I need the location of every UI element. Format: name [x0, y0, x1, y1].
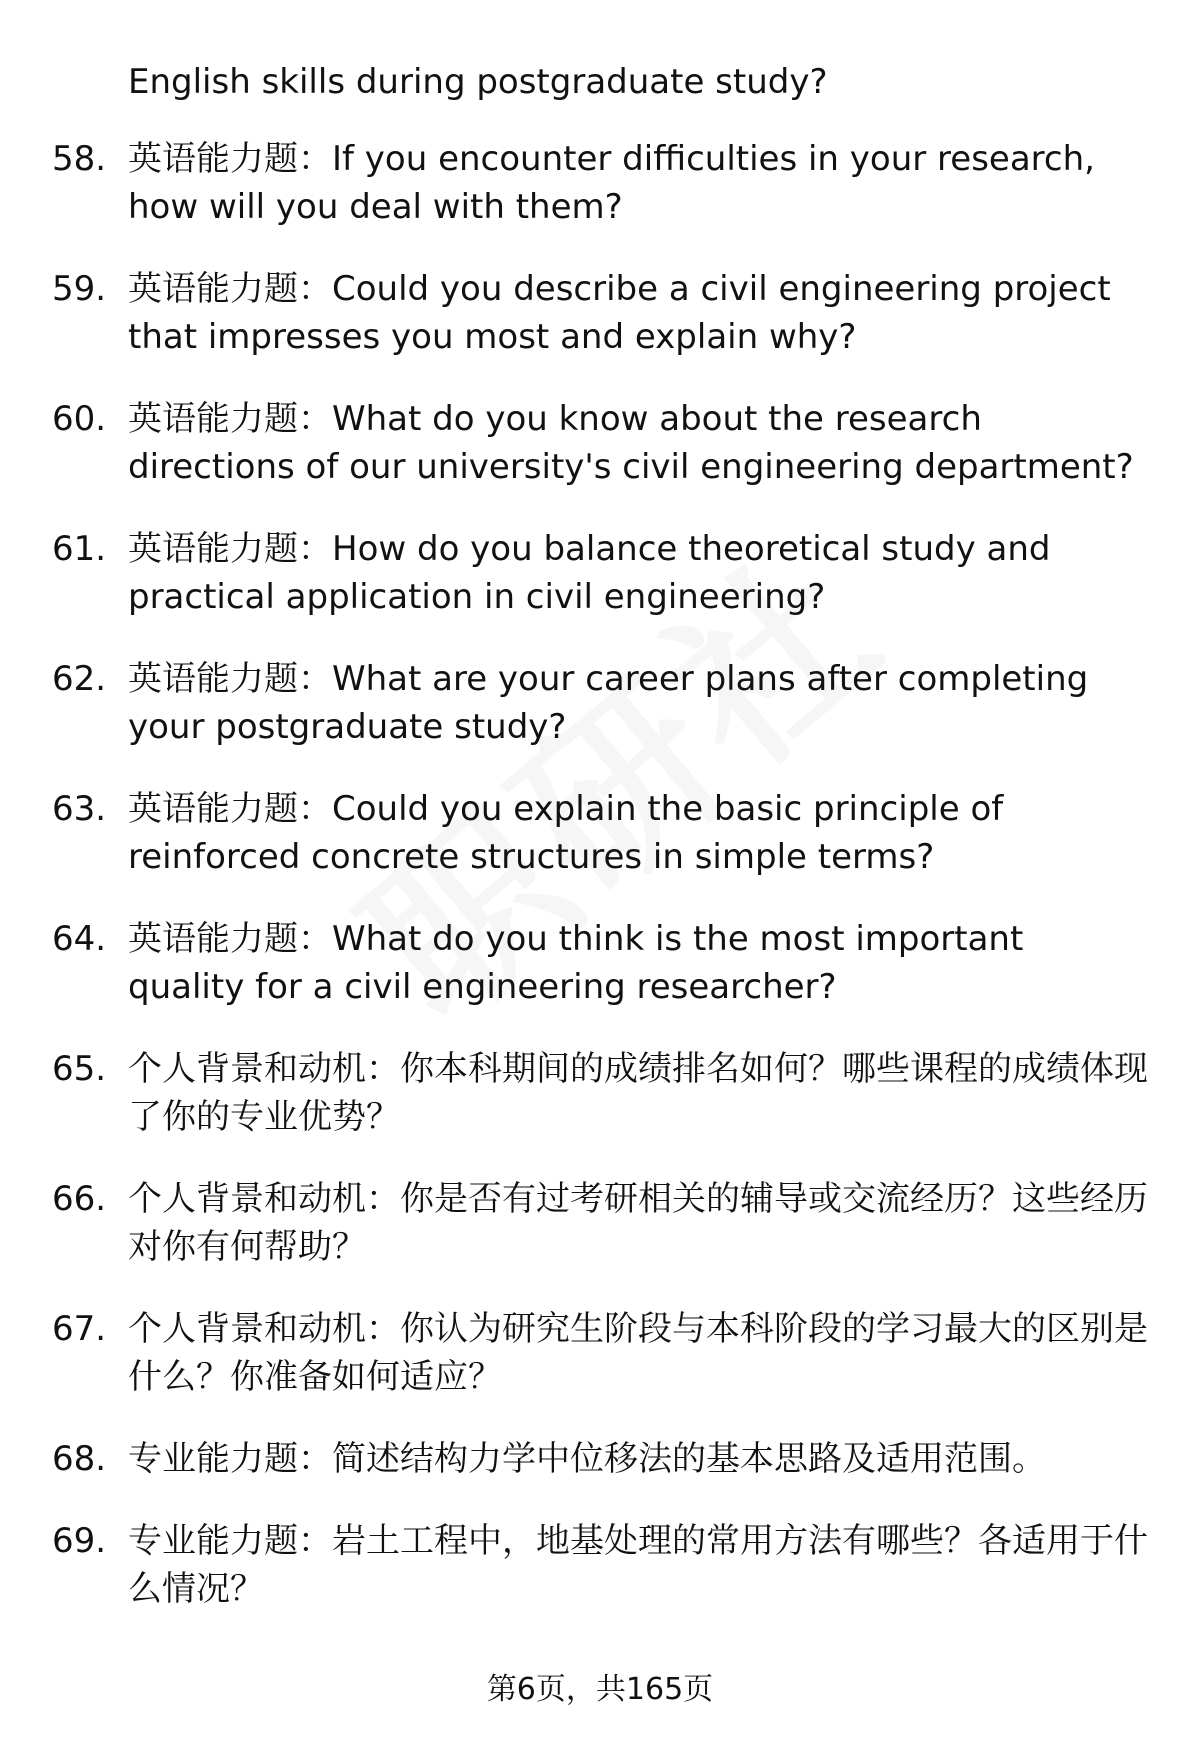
question-text: 英语能力题：If you encounter difficulties in your research, how will you deal with them? [128, 139, 1095, 227]
question-number: 67. [52, 1309, 107, 1349]
question-text: 英语能力题：What do you think is the most important quality for a civil engineering researcher? [128, 919, 1024, 1007]
question-number: 62. [52, 659, 107, 699]
question-item [0, 1517, 1200, 1613]
question-list [0, 135, 1200, 1647]
question-text: 英语能力题：How do you balance theoretical study and practical application in civil engineering? [128, 529, 1051, 617]
question-text: 个人背景和动机：你认为研究生阶段与本科阶段的学习最大的区别是什么？你准备如何适应？ [128, 1309, 1148, 1397]
question-item [0, 265, 1200, 361]
question-text: 英语能力题：Could you describe a civil engineering project that impresses you most and explain why? [128, 269, 1111, 357]
question-number: 63. [52, 789, 107, 829]
question-number: 61. [52, 529, 107, 569]
question-text: 英语能力题：Could you explain the basic principle of reinforced concrete structures in simple terms? [128, 789, 1004, 877]
question-item [0, 1305, 1200, 1401]
question-text: 专业能力题：岩土工程中，地基处理的常用方法有哪些？各适用于什么情况？ [128, 1521, 1148, 1609]
question-number: 58. [52, 139, 107, 179]
question-item [0, 1175, 1200, 1271]
question-number: 65. [52, 1049, 107, 1089]
question-item [0, 915, 1200, 1011]
question-number: 66. [52, 1179, 107, 1219]
question-item [0, 395, 1200, 491]
question-number: 60. [52, 399, 107, 439]
question-item [0, 525, 1200, 621]
page-footer: 第6页，共165页 [486, 1672, 714, 1707]
question-text: 个人背景和动机：你本科期间的成绩排名如何？哪些课程的成绩体现了你的专业优势？ [128, 1049, 1148, 1137]
question-number: 64. [52, 919, 107, 959]
question-number: 59. [52, 269, 107, 309]
question-number: 69. [52, 1521, 107, 1561]
continued-question-text: English skills during postgraduate study? [128, 62, 828, 102]
question-number: 68. [52, 1439, 107, 1479]
question-text: 专业能力题：简述结构力学中位移法的基本思路及适用范围。 [128, 1439, 1046, 1479]
question-item [0, 655, 1200, 751]
question-text: 英语能力题：What are your career plans after completing your postgraduate study? [128, 659, 1089, 747]
question-item [0, 1045, 1200, 1141]
question-text: 英语能力题：What do you know about the research directions of our university's civil engineering department? [128, 399, 1134, 487]
question-text: 个人背景和动机：你是否有过考研相关的辅导或交流经历？这些经历对你有何帮助？ [128, 1179, 1148, 1267]
question-item [0, 135, 1200, 231]
question-item [0, 785, 1200, 881]
question-item [0, 1435, 1200, 1483]
